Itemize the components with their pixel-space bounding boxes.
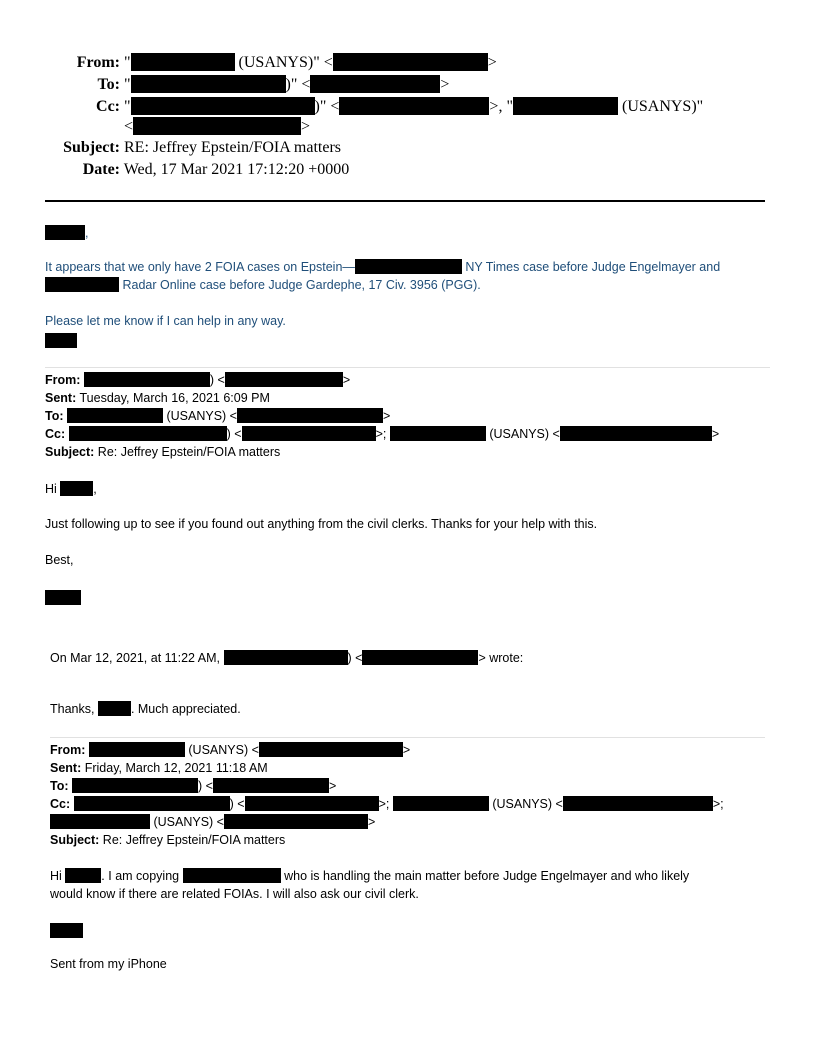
cc-label: Cc: bbox=[96, 98, 120, 115]
redaction bbox=[50, 923, 83, 938]
from-org: (USANYS)" < bbox=[238, 54, 333, 71]
redaction bbox=[560, 426, 712, 441]
msg3-signature bbox=[50, 922, 83, 940]
msg2-subject-row: Subject: Re: Jeffrey Epstein/FOIA matters bbox=[45, 445, 281, 459]
redaction bbox=[131, 53, 235, 71]
redaction bbox=[98, 701, 131, 716]
redaction bbox=[74, 796, 230, 811]
header-date-row bbox=[0, 160, 349, 180]
to-label: To: bbox=[97, 76, 120, 93]
reply-paragraph-2: Please let me know if I can help in any way. bbox=[45, 314, 286, 328]
msg3-sent-row: Sent: Friday, March 12, 2021 11:18 AM bbox=[50, 761, 268, 775]
redaction bbox=[69, 426, 227, 441]
redaction bbox=[133, 117, 301, 135]
redaction bbox=[50, 814, 150, 829]
header-subject-row bbox=[0, 138, 341, 158]
msg2-greeting: Hi , bbox=[45, 482, 97, 496]
header-cc-row: Cc: " )" < >, " (USANYS)" bbox=[0, 97, 703, 117]
msg2-sent-row: Sent: Tuesday, March 16, 2021 6:09 PM bbox=[45, 391, 270, 405]
reply-signature bbox=[45, 332, 77, 350]
subject-text: RE: Jeffrey Epstein/FOIA matters bbox=[124, 139, 341, 156]
redaction bbox=[65, 868, 101, 883]
msg2-to-row: To: (USANYS) < > bbox=[45, 409, 391, 423]
redaction bbox=[183, 868, 281, 883]
reply-greeting: , bbox=[45, 224, 88, 242]
redaction bbox=[213, 778, 329, 793]
redaction bbox=[224, 814, 368, 829]
msg2-closing: Best, bbox=[45, 553, 74, 567]
msg2-from-row: From: ) < > bbox=[45, 373, 351, 387]
redaction bbox=[45, 225, 85, 240]
redaction bbox=[131, 75, 286, 93]
redaction bbox=[225, 372, 343, 387]
redaction bbox=[393, 796, 489, 811]
redaction bbox=[513, 97, 618, 115]
reply-paragraph-line-2: Radar Online case before Judge Gardephe, 17 Civ. 3956 (PGG). bbox=[45, 276, 481, 294]
redaction bbox=[242, 426, 376, 441]
msg2-body: Just following up to see if you found out anything from the civil clerks. Thanks for your help with this. bbox=[45, 517, 598, 531]
msg3-body-line-2: would know if there are related FOIAs. I will also ask our civil clerk. bbox=[50, 887, 419, 901]
msg3-body-line-1: Hi . I am copying who is handling the main matter before Judge Engelmayer and who likely bbox=[50, 869, 690, 883]
redaction bbox=[45, 590, 81, 605]
redaction bbox=[390, 426, 486, 441]
msg2-cc-row: Cc: ) < >; (USANYS) < > bbox=[45, 427, 720, 441]
quote-attribution: On Mar 12, 2021, at 11:22 AM, ) < > wrote: bbox=[50, 651, 524, 665]
header-divider bbox=[45, 200, 765, 202]
redaction bbox=[310, 75, 440, 93]
redaction bbox=[72, 778, 198, 793]
subject-label: Subject: bbox=[63, 139, 120, 156]
redaction bbox=[237, 408, 383, 423]
redaction bbox=[563, 796, 713, 811]
message-divider bbox=[50, 737, 765, 738]
redaction bbox=[339, 97, 489, 115]
msg3-sent-from: Sent from my iPhone bbox=[50, 957, 167, 971]
quote-thanks: Thanks, . Much appreciated. bbox=[50, 702, 241, 716]
msg3-cc-row: Cc: ) < >; (USANYS) < >; bbox=[50, 797, 724, 811]
redaction bbox=[89, 742, 185, 757]
redaction bbox=[45, 277, 119, 292]
date-text: Wed, 17 Mar 2021 17:12:20 +0000 bbox=[123, 161, 350, 178]
msg3-from-row: From: (USANYS) < > bbox=[50, 743, 411, 757]
date-label: Date: bbox=[82, 161, 120, 178]
redaction bbox=[362, 650, 478, 665]
redaction bbox=[45, 333, 77, 348]
redaction bbox=[60, 481, 93, 496]
header-from-row: From: " (USANYS)" < > bbox=[0, 53, 497, 73]
msg3-cc-row-2: (USANYS) < > bbox=[50, 813, 375, 831]
redaction bbox=[333, 53, 488, 71]
msg2-signature bbox=[45, 589, 81, 607]
redaction bbox=[224, 650, 348, 665]
redaction bbox=[245, 796, 379, 811]
redaction bbox=[131, 97, 315, 115]
message-divider bbox=[45, 367, 770, 368]
redaction bbox=[67, 408, 163, 423]
header-to-row: To: " )" < > bbox=[0, 75, 449, 95]
redaction bbox=[259, 742, 403, 757]
msg3-subject-row: Subject: Re: Jeffrey Epstein/FOIA matters bbox=[50, 833, 286, 847]
redaction bbox=[84, 372, 210, 387]
reply-paragraph-line-1: It appears that we only have 2 FOIA cases on Epstein— NY Times case before Judge Engelmayer and bbox=[45, 260, 721, 274]
header-cc-row-2: < > bbox=[124, 118, 311, 135]
from-label: From: bbox=[76, 54, 120, 71]
msg3-to-row: To: ) < > bbox=[50, 779, 337, 793]
redaction bbox=[355, 259, 462, 274]
